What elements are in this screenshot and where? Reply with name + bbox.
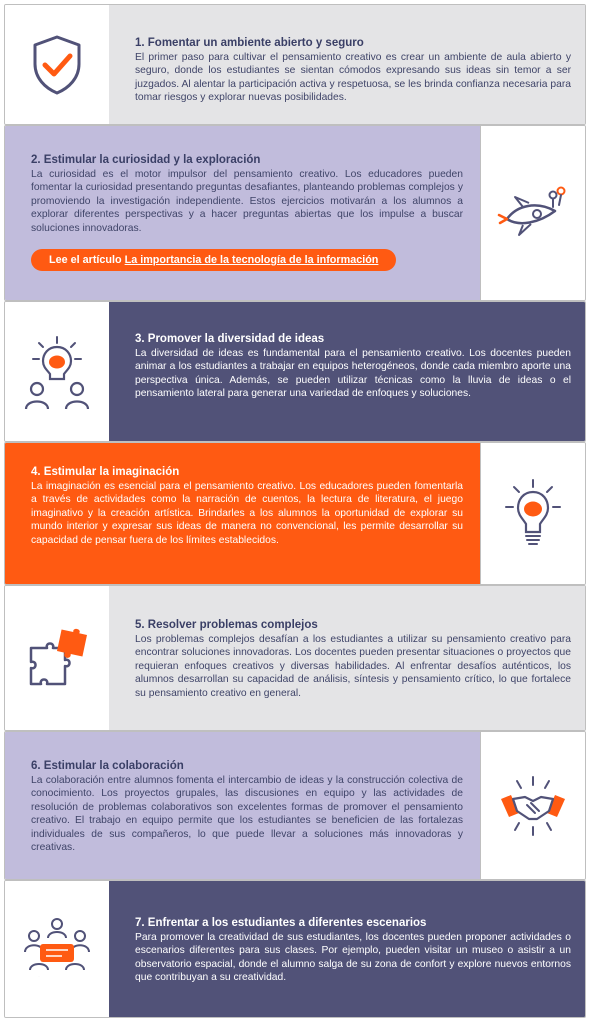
section-7	[4, 880, 586, 1018]
section-6-icon-box	[480, 732, 585, 879]
section-1-icon-box	[5, 5, 110, 124]
team-idea-icon	[21, 333, 93, 411]
section-1-title: 1. Fomentar un ambiente abierto y seguro	[135, 37, 364, 49]
section-3-icon-box	[5, 302, 110, 441]
section-7-panel	[109, 881, 585, 1017]
section-5-panel	[109, 586, 585, 730]
section-4-title: 4. Estimular la imaginación	[31, 466, 180, 478]
section-6-title: 6. Estimular la colaboración	[31, 760, 184, 772]
handshake-icon	[497, 773, 569, 839]
shield-check-icon	[27, 32, 87, 98]
section-5-icon-box	[5, 586, 110, 730]
section-6	[4, 731, 586, 880]
read-article-button[interactable]	[31, 249, 396, 271]
section-2-title: 2. Estimular la curiosidad y la exploración	[31, 154, 261, 166]
section-6-body: La colaboración entre alumnos fomenta el intercambio de ideas y la construcción colectiva de conocimiento. Los proyectos grupales, las discusiones en equipo y las actividades de resolución de problemas colaborativos son excelentes formas de promover el pensamiento creativo. El trabajo en equipo permite que los estudiantes se beneficien de las fortalezas individuales de sus compañeros, lo que puede llevar a soluciones más innovadoras y creativas.	[31, 775, 463, 854]
cta-prefix: Lee el artículo	[49, 254, 125, 267]
section-2	[4, 125, 586, 301]
cta-article-link[interactable]: La importancia de la tecnología de la información	[124, 254, 379, 267]
section-7-body: Para promover la creatividad de sus estudiantes, los docentes pueden proponer actividades o escenarios diferentes para sus clases. Por ejemplo, pueden visitar un museo o asistir a un observatorio espacial, donde el alumno salga de su zona de confort y explore nuevos entornos que contribuyan a su creatividad.	[135, 932, 571, 984]
rocket-icon	[497, 183, 569, 243]
section-5	[4, 585, 586, 731]
section-7-title: 7. Enfrentar a los estudiantes a diferentes escenarios	[135, 917, 427, 929]
section-2-panel	[5, 126, 481, 300]
section-1	[4, 4, 586, 125]
section-3-body: La diversidad de ideas es fundamental para el pensamiento creativo. Los docentes pueden animar a los estudiantes a trabajar en equipos heterogéneos, donde cada miembro aporte una perspectiva única. Además, se pueden utilizar técnicas como la lluvia de ideas o el pensamiento lateral para generar una variedad de enfoques y soluciones.	[135, 348, 571, 400]
section-2-icon-box	[480, 126, 585, 300]
meeting-table-icon	[22, 916, 92, 982]
section-6-panel	[5, 732, 481, 879]
section-2-body: La curiosidad es el motor impulsor del pensamiento creativo. Los educadores pueden fomentar la curiosidad presentando preguntas desafiantes, planteando problemas complejos y promoviendo la investigación independiente. Estos ejercicios motivarán a los alumnos a explorar diferentes perspectivas y a hacer preguntas abiertas que los impulse a buscar soluciones innovadoras.	[31, 169, 463, 234]
section-7-icon-box	[5, 881, 110, 1017]
section-3-panel	[109, 302, 585, 441]
lightbulb-brain-icon	[502, 477, 564, 551]
section-4-body: La imaginación es esencial para el pensamiento creativo. Los educadores pueden fomentarla a través de actividades como la narración de cuentos, la lectura de literatura, el juego imaginativo y la creación artística. Brindarles a los alumnos la oportunidad de explorar su mundo interior y expresar sus ideas de manera no convencional, les permite desarrollar su capacidad de pensar fuera de los límites establecidos.	[31, 481, 463, 546]
section-3	[4, 301, 586, 442]
section-1-body: El primer paso para cultivar el pensamiento creativo es crear un ambiente de aula abierto y seguro, donde los estudiantes se sientan cómodos expresando sus ideas sin temor a ser juzgados. Al alentar la participación activa y respetuosa, se les brinda confianza necesaria para tomar riesgos y explorar nuevas posibilidades.	[135, 52, 571, 104]
section-3-title: 3. Promover la diversidad de ideas	[135, 333, 325, 345]
puzzle-icon	[25, 626, 89, 690]
section-4-icon-box	[480, 443, 585, 584]
section-4-panel	[5, 443, 481, 584]
section-4	[4, 442, 586, 585]
section-1-panel	[109, 5, 585, 124]
section-5-body: Los problemas complejos desafían a los estudiantes a utilizar su pensamiento creativo para encontrar soluciones innovadoras. Los docentes pueden presentar situaciones o proyectos que requieran enfoques creativos y diversas habilidades. Al enfrentar desafíos auténticos, los alumnos desarrollan su capacidad de análisis, síntesis y pensamiento crítico, lo que fortalece su pensamiento creativo en general.	[135, 634, 571, 699]
section-5-title: 5. Resolver problemas complejos	[135, 619, 318, 631]
